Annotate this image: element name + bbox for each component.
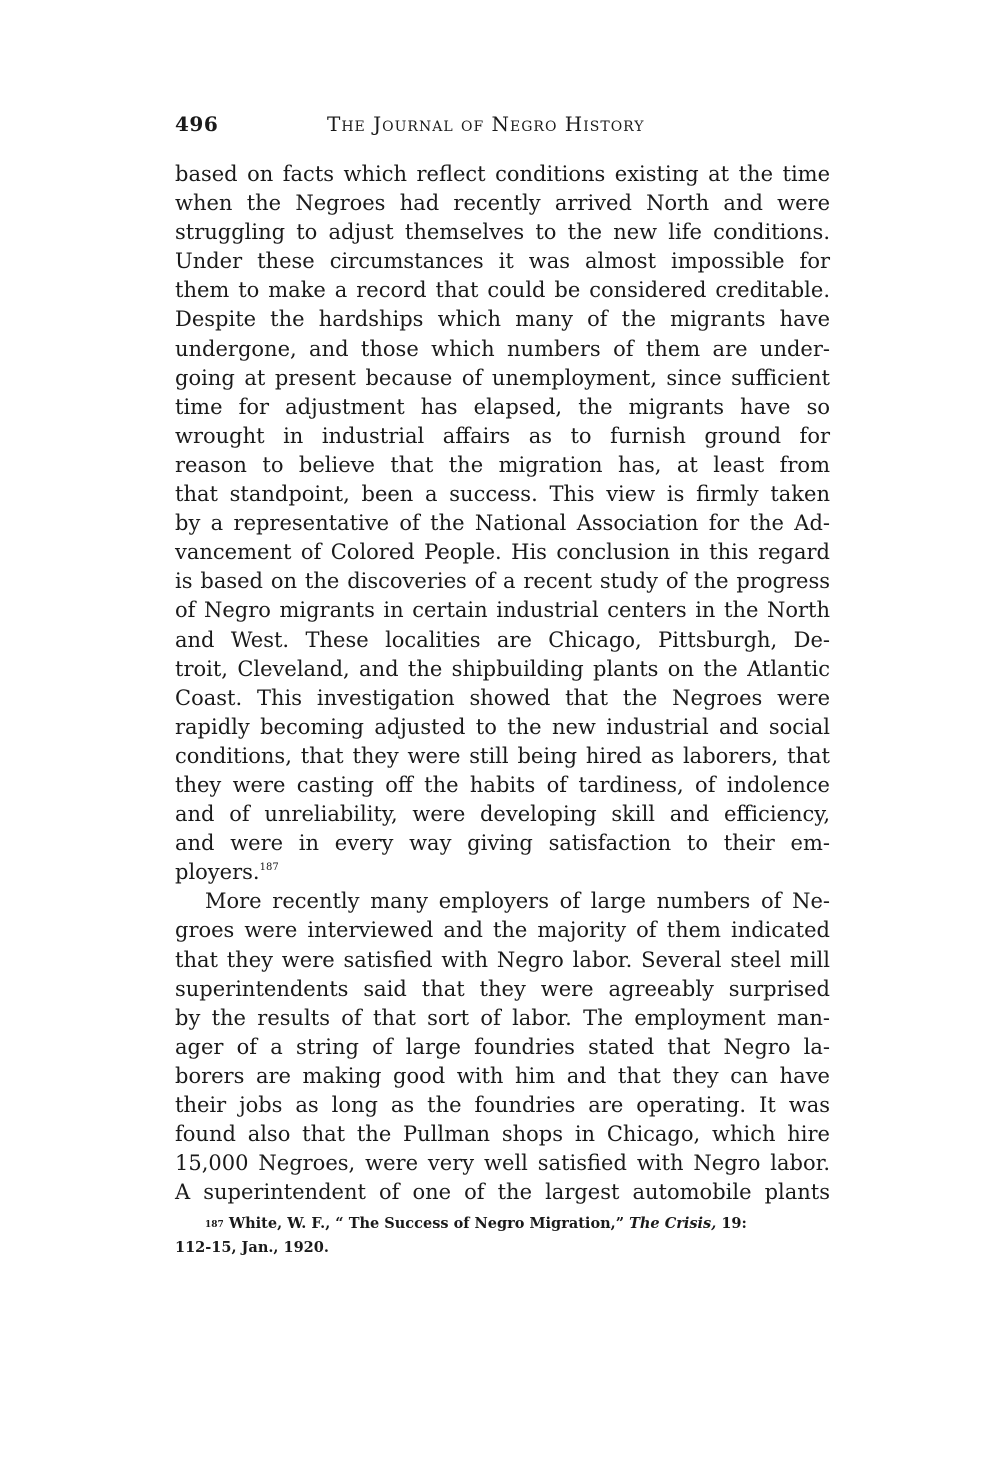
paragraph-1-line: Under these circumstances it was almost impossible for (175, 249, 830, 274)
paragraph-1-line: undergone, and those which numbers of them are under- (175, 336, 830, 361)
paragraph-1-last-line (175, 858, 830, 887)
paragraph-1-line: that standpoint, been a success. This view is firmly taken (175, 482, 830, 507)
paragraph-1-line: going at present because of unemployment, since sufficient (175, 365, 830, 390)
paragraph-1-line: struggling to adjust themselves to the new life conditions. (175, 220, 830, 245)
paragraph-2-line: borers are making good with him and that they can have (175, 1063, 830, 1088)
paragraph-1-line: time for adjustment has elapsed, the migrants have so (175, 394, 830, 419)
paragraph-2-line: A superintendent of one of the largest automobile plants (175, 1180, 830, 1205)
footnote-line-2: 112-15, Jan., 1920. (175, 1239, 329, 1256)
paragraph-1-line: and of unreliability, were developing skill and efficiency, (175, 802, 830, 827)
footnote-line-1 (175, 1212, 830, 1236)
paragraph-1-line: is based on the discoveries of a recent study of the progress (175, 569, 830, 594)
paragraph-2-line: 15,000 Negroes, were very well satisfied with Negro labor. (175, 1151, 830, 1176)
paragraph-1-line: them to make a record that could be considered creditable. (175, 278, 830, 303)
body-text (175, 160, 830, 1207)
footnote (175, 1212, 830, 1260)
paragraph-1-line: Coast. This investigation showed that the Negroes were (175, 685, 830, 710)
paragraph-2-line: groes were interviewed and the majority of them indicated (175, 918, 830, 943)
journal-title: The Journal of Negro History (327, 112, 645, 136)
paragraph-2-line: superintendents said that they were agreeably surprised (175, 976, 830, 1001)
paragraph-1-line: Despite the hardships which many of the migrants have (175, 307, 830, 332)
paragraph-2 (175, 887, 830, 1207)
footnote-text-before: White, W. F., “ The Success of Negro Migration,” (223, 1215, 630, 1232)
paragraph-1-line: troit, Cleveland, and the shipbuilding plants on the Atlantic (175, 656, 830, 681)
footnote-reference: 187 (259, 862, 279, 874)
running-header (175, 112, 735, 142)
footnote-number: 187 (205, 1220, 224, 1230)
paragraph-1-last-words: ployers. (175, 860, 260, 885)
paragraph-2-line: ager of a string of large foundries stated that Negro la- (175, 1034, 830, 1059)
page-number: 496 (175, 112, 219, 136)
paragraph-1-line: wrought in industrial affairs as to furnish ground for (175, 423, 830, 448)
paragraph-1-line: they were casting off the habits of tardiness, of indolence (175, 772, 830, 797)
paragraph-2-line: that they were satisfied with Negro labor. Several steel mill (175, 947, 830, 972)
paragraph-1-line: conditions, that they were still being hired as laborers, that (175, 743, 830, 768)
paragraph-1-line: reason to believe that the migration has, at least from (175, 452, 830, 477)
paragraph-1-line: of Negro migrants in certain industrial centers in the North (175, 598, 830, 623)
paragraph-1-line: when the Negroes had recently arrived North and were (175, 191, 830, 216)
paragraph-1-line: and West. These localities are Chicago, Pittsburgh, De- (175, 627, 830, 652)
footnote-journal-name: The Crisis, (629, 1215, 717, 1232)
paragraph-1-line: based on facts which reflect conditions existing at the time (175, 162, 830, 186)
paragraph-2-line: More recently many employers of large numbers of Ne- (205, 889, 830, 914)
paragraph-2-line: by the results of that sort of labor. The employment man- (175, 1005, 830, 1030)
paragraph-1-line: rapidly becoming adjusted to the new industrial and social (175, 714, 830, 739)
paragraph-2-line: their jobs as long as the foundries are operating. It was (175, 1093, 830, 1117)
footnote-text-after: 19: (716, 1215, 747, 1232)
paragraph-1 (175, 160, 830, 858)
paragraph-1-line: and were in every way giving satisfaction to their em- (175, 831, 830, 856)
paragraph-2-line: found also that the Pullman shops in Chicago, which hire (175, 1122, 830, 1147)
paragraph-1-line: vancement of Colored People. His conclusion in this regard (175, 540, 830, 565)
paragraph-1-line: by a representative of the National Association for the Ad- (175, 511, 830, 536)
